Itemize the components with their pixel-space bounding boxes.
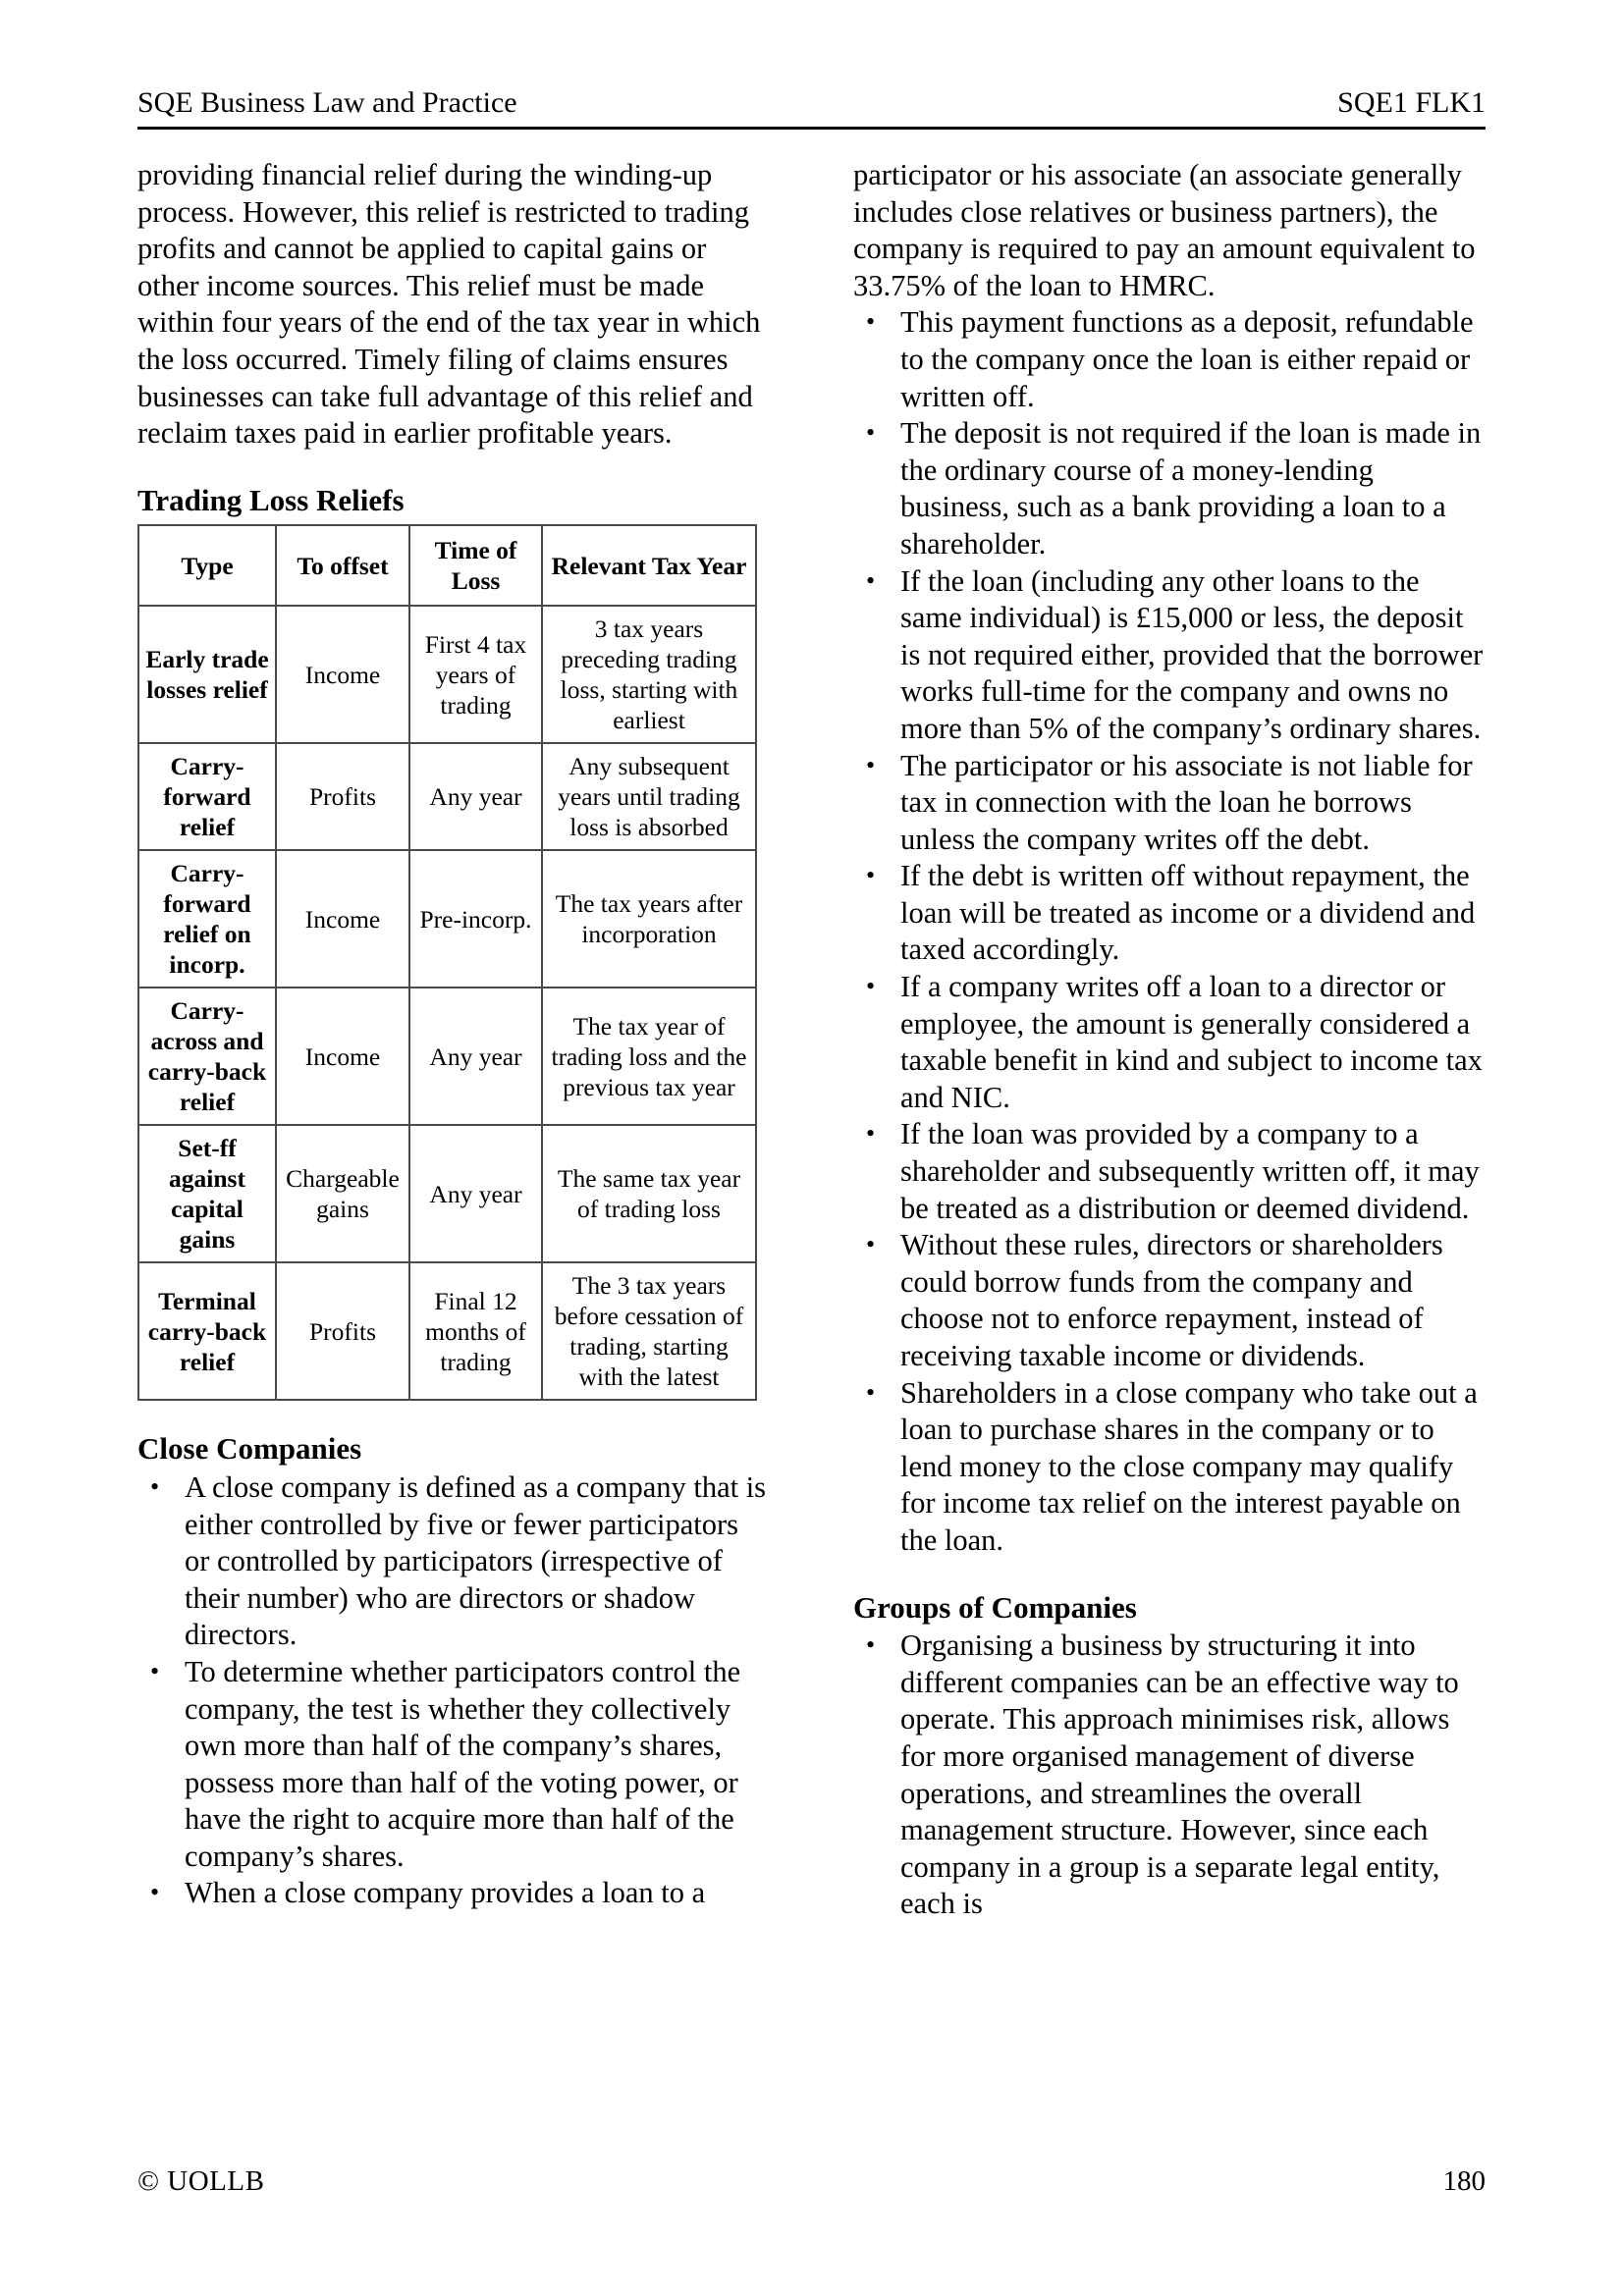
- cell-type: Terminal carry-back relief: [138, 1262, 276, 1400]
- list-item: • If a company writes off a loan to a director or employee, the amount is generally considered a taxable benefit in kind and subject to income tax and NIC.: [853, 969, 1487, 1116]
- heading-close-companies: Close Companies: [137, 1431, 362, 1467]
- table-row: [138, 1262, 756, 1400]
- cell-relevant-tax-year: The tax years after incorporation: [542, 850, 756, 988]
- table-row: [138, 1125, 756, 1262]
- copyright-notice: © UOLLB: [137, 2165, 265, 2197]
- header-title-left: SQE Business Law and Practice: [137, 86, 517, 119]
- table-row: [138, 988, 756, 1125]
- two-column-body: [137, 157, 1486, 2100]
- cell-to-offset: Profits: [276, 743, 409, 850]
- column-header-type: Type: [138, 525, 276, 606]
- close-companies-bullet-list-right: [853, 304, 1487, 1559]
- cell-relevant-tax-year: Any subsequent years until trading loss is absorbed: [542, 743, 756, 850]
- table-row: [138, 850, 756, 988]
- list-item: • To determine whether participators control the company, the test is whether they collectively own more than half of the company’s shares, possess more than half of the voting power, or have the right to acquire more than half of the company’s shares.: [137, 1654, 771, 1876]
- cell-time-of-loss: First 4 tax years of trading: [409, 606, 542, 743]
- cell-to-offset: Income: [276, 850, 409, 988]
- groups-of-companies-bullet-list: [853, 1628, 1487, 1923]
- cell-to-offset: Income: [276, 988, 409, 1125]
- right-column: [853, 157, 1487, 2100]
- page-number: 180: [1442, 2165, 1486, 2197]
- list-item: • Organising a business by structuring it into different companies can be an effective way to operate. This approach minimises risk, allows for more organised management of diverse operations, and streamlines the overall management structure. However, since each company in a group is a separate legal entity, each is: [853, 1628, 1487, 1923]
- header-title-right: SQE1 FLK1: [1337, 86, 1486, 119]
- cell-time-of-loss: Pre-incorp.: [409, 850, 542, 988]
- cell-time-of-loss: Any year: [409, 988, 542, 1125]
- cell-relevant-tax-year: 3 tax years preceding trading loss, starting with earliest: [542, 606, 756, 743]
- cell-relevant-tax-year: The tax year of trading loss and the previous tax year: [542, 988, 756, 1125]
- list-item: • The participator or his associate is not liable for tax in connection with the loan he borrows unless the company writes off the debt.: [853, 748, 1487, 859]
- trading-loss-reliefs-table: [137, 524, 757, 1401]
- cell-type: Set-ff against capital gains: [138, 1125, 276, 1262]
- heading-groups-of-companies: Groups of Companies: [853, 1589, 1137, 1625]
- opening-paragraph: providing financial relief during the winding-up process. However, this relief is restricted to trading profits and cannot be applied to capital gains or other income sources. This relief must be made within four years of the end of the tax year in which the loss occurred. Timely filing of claims ensures businesses can take full advantage of this relief and reclaim taxes paid in earlier profitable years.: [137, 158, 761, 451]
- list-item: • The deposit is not required if the loan is made in the ordinary course of a money-lending business, such as a bank providing a loan to a shareholder.: [853, 415, 1487, 562]
- list-item: • If the loan (including any other loans to the same individual) is £15,000 or less, the deposit is not required either, provided that the borrower works full-time for the company and owns no more than 5% of the company’s ordinary shares.: [853, 563, 1487, 748]
- column-header-time-of-loss: Time of Loss: [409, 525, 542, 606]
- heading-trading-loss-reliefs: Trading Loss Reliefs: [137, 482, 405, 517]
- list-item: • Shareholders in a close company who take out a loan to purchase shares in the company or to lend money to the close company may qualify for income tax relief on the interest payable on the loan.: [853, 1375, 1487, 1560]
- cell-type: Carry-across and carry-back relief: [138, 988, 276, 1125]
- list-item: • If the loan was provided by a company to a shareholder and subsequently written off, it may be treated as a distribution or deemed dividend.: [853, 1116, 1487, 1227]
- list-item: • Without these rules, directors or shareholders could borrow funds from the company and choose not to enforce repayment, instead of receiving taxable income or dividends.: [853, 1227, 1487, 1374]
- cell-type: Early trade losses relief: [138, 606, 276, 743]
- cell-type: Carry-forward relief: [138, 743, 276, 850]
- list-item: • When a close company provides a loan to a: [137, 1875, 771, 1912]
- list-item: • This payment functions as a deposit, refundable to the company once the loan is either repaid or written off.: [853, 304, 1487, 415]
- running-footer: [137, 2165, 1486, 2198]
- continuation-paragraph: participator or his associate (an associate generally includes close relatives or business partners), the company is required to pay an amount equivalent to 33.75% of the loan to HMRC.: [853, 158, 1476, 302]
- left-column: [137, 157, 771, 2100]
- cell-type: Carry-forward relief on incorp.: [138, 850, 276, 988]
- cell-time-of-loss: Any year: [409, 1125, 542, 1262]
- table-header-row: [138, 525, 756, 606]
- cell-to-offset: Profits: [276, 1262, 409, 1400]
- list-item: • If the debt is written off without repayment, the loan will be treated as income or a dividend and taxed accordingly.: [853, 858, 1487, 969]
- cell-relevant-tax-year: The same tax year of trading loss: [542, 1125, 756, 1262]
- cell-relevant-tax-year: The 3 tax years before cessation of trading, starting with the latest: [542, 1262, 756, 1400]
- cell-to-offset: Chargeable gains: [276, 1125, 409, 1262]
- table-row: [138, 606, 756, 743]
- cell-to-offset: Income: [276, 606, 409, 743]
- table-row: [138, 743, 756, 850]
- column-header-to-offset: To offset: [276, 525, 409, 606]
- cell-time-of-loss: Any year: [409, 743, 542, 850]
- column-header-relevant-tax-year: Relevant Tax Year: [542, 525, 756, 606]
- running-header: [137, 88, 1486, 130]
- list-item: • A close company is defined as a company that is either controlled by five or fewer participators or controlled by participators (irrespective of their number) who are directors or shadow directors.: [137, 1469, 771, 1654]
- cell-time-of-loss: Final 12 months of trading: [409, 1262, 542, 1400]
- close-companies-bullet-list-left: [137, 1469, 771, 1912]
